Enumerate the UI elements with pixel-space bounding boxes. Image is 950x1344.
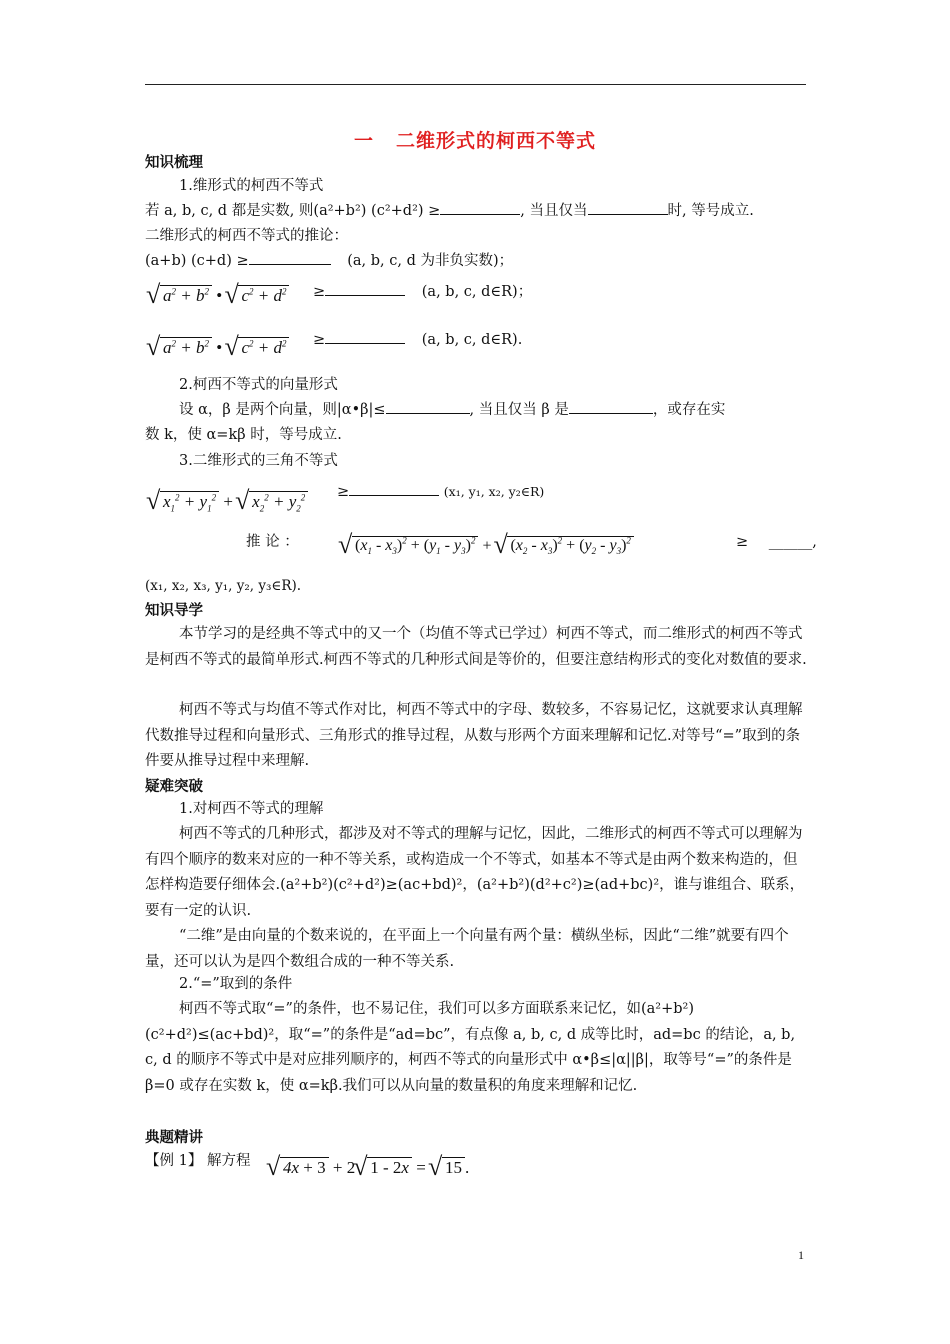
- guide-paragraph-2: 柯西不等式与均值不等式作对比，柯西不等式中的字母、数较多，不容易记忆，这就要求认真理解代数推导过程和向量形式、三角形式的推导过程，从数与形两个方面来理解和记忆.对等号“=”取到的条件要从推导过程中来理解.: [145, 702, 803, 769]
- corollary-1: (a+b) (c+d) ≥ (a, b, c, d 为非负实数)；: [145, 253, 514, 269]
- triangle-inequality-expr: √ $x_1^2 + y_1^2$ + √ $x_2^2 + y_2^2$: [148, 492, 308, 513]
- difficulty-2-paragraph: “二维”是由向量的个数来说的，在平面上一个向量有两个量：横纵坐标，因此“二维”就要有四个量，还可以认为是四个数组合成的一种不等关系.: [145, 928, 789, 970]
- s1-statement: 若 a, b, c, d 都是实数, 则(a²+b²) (c²+d²) ≥ , 当且仅当 时, 等号成立.: [145, 203, 754, 219]
- difficulty-1-title: 1.对柯西不等式的理解: [179, 801, 324, 817]
- heading-knowledge-summary: 知识梳理: [145, 155, 203, 171]
- guide-paragraph-1: 本节学习的是经典不等式中的又一个（均值不等式已学过）柯西不等式，而二维形式的柯西不等式是柯西不等式的最简单形式.柯西不等式的几种形式间是等价的，但要注意结构形式的变化对数值的要求.: [145, 626, 807, 668]
- page-title: 一 二维形式的柯西不等式: [353, 130, 597, 152]
- s2-statement: 设 α，β 是两个向量，则|α•β|≤ , 当且仅当 β 是 ，或存在实: [179, 402, 726, 418]
- example-1-label: 【例 1】 解方程: [145, 1153, 251, 1169]
- heading-difficulties: 疑难突破: [145, 779, 203, 795]
- triangle-corollary-rhs: ≥ ______,: [736, 534, 817, 550]
- example-1-equation: √ 4x + 3 + 2√ 1 - 2x = √ 15 .: [268, 1158, 469, 1178]
- corollary-3-rhs: ≥ (a, b, c, d∈R).: [313, 332, 523, 348]
- triangle-corollary-label: 推 论 ：: [246, 534, 299, 550]
- heading-examples: 典题精讲: [145, 1130, 203, 1146]
- header-rule: [145, 84, 806, 85]
- corollary-intro: 二维形式的柯西不等式的推论：: [145, 228, 348, 244]
- s2-statement-cont: 数 k，使 α=kβ 时，等号成立.: [145, 427, 342, 443]
- s1-title: 1.维形式的柯西不等式: [179, 178, 324, 194]
- difficulty-2-title: 2.“=”取到的条件: [179, 976, 293, 992]
- difficulty-3-paragraph: 柯西不等式取“=”的条件，也不易记住，我们可以多方面联系来记忆，如(a²+b²)(c²+d²)≤(ac+bd)²，取“=”的条件是“ad=bc”，有点像 a, b, c, d 成等比时，ad=bc 的结论，a, b, c, d 的顺序不等式中是对应排列顺序的，柯西不等式的向量形式中 α•β≤|α||β|，取等号“=”的条件是 β=0 或存在实数 k，使 α=kβ.我们可以从向量的数量积的角度来理解和记忆.: [145, 1001, 796, 1094]
- corollary-3-expr: √ $a^2 + b^2$ • √ $c^2 + d^2$: [148, 338, 289, 358]
- corollary-2-rhs: ≥ (a, b, c, d∈R)；: [313, 284, 533, 300]
- page-number: 1: [798, 1248, 804, 1262]
- triangle-corollary-cond: (x₁, x₂, x₃, y₁, y₂, y₃∈R).: [145, 578, 302, 594]
- heading-guide: 知识导学: [145, 603, 203, 619]
- difficulty-1-paragraph: 柯西不等式的几种形式，都涉及对不等式的理解与记忆，因此，二维形式的柯西不等式可以理解为有四个顺序的数来对应的一种不等关系，或构造成一个不等式，如基本不等式是由两个数来构造的，但怎样构造要仔细体会.(a²+b²)(c²+d²)≥(ac+bd)²，(a²+b²)(d²+c²)≥(ad+bc)²，谁与谁组合、联系，要有一定的认识.: [145, 826, 805, 919]
- corollary-2-expr: √ $a^2 + b^2$ • √ $c^2 + d^2$: [148, 286, 289, 306]
- s3-title: 3.二维形式的三角不等式: [179, 453, 338, 469]
- triangle-corollary-expr: √ $(x_1 - x_3)^2 + (y_1 - y_3)^2$ + √ $(x_2 - x_3)^2 + (y_2 - y_3)^2$: [340, 536, 634, 557]
- triangle-inequality-rhs: ≥ (x₁, y₁, x₂, y₂∈R): [337, 484, 545, 500]
- s2-title: 2.柯西不等式的向量形式: [179, 377, 338, 393]
